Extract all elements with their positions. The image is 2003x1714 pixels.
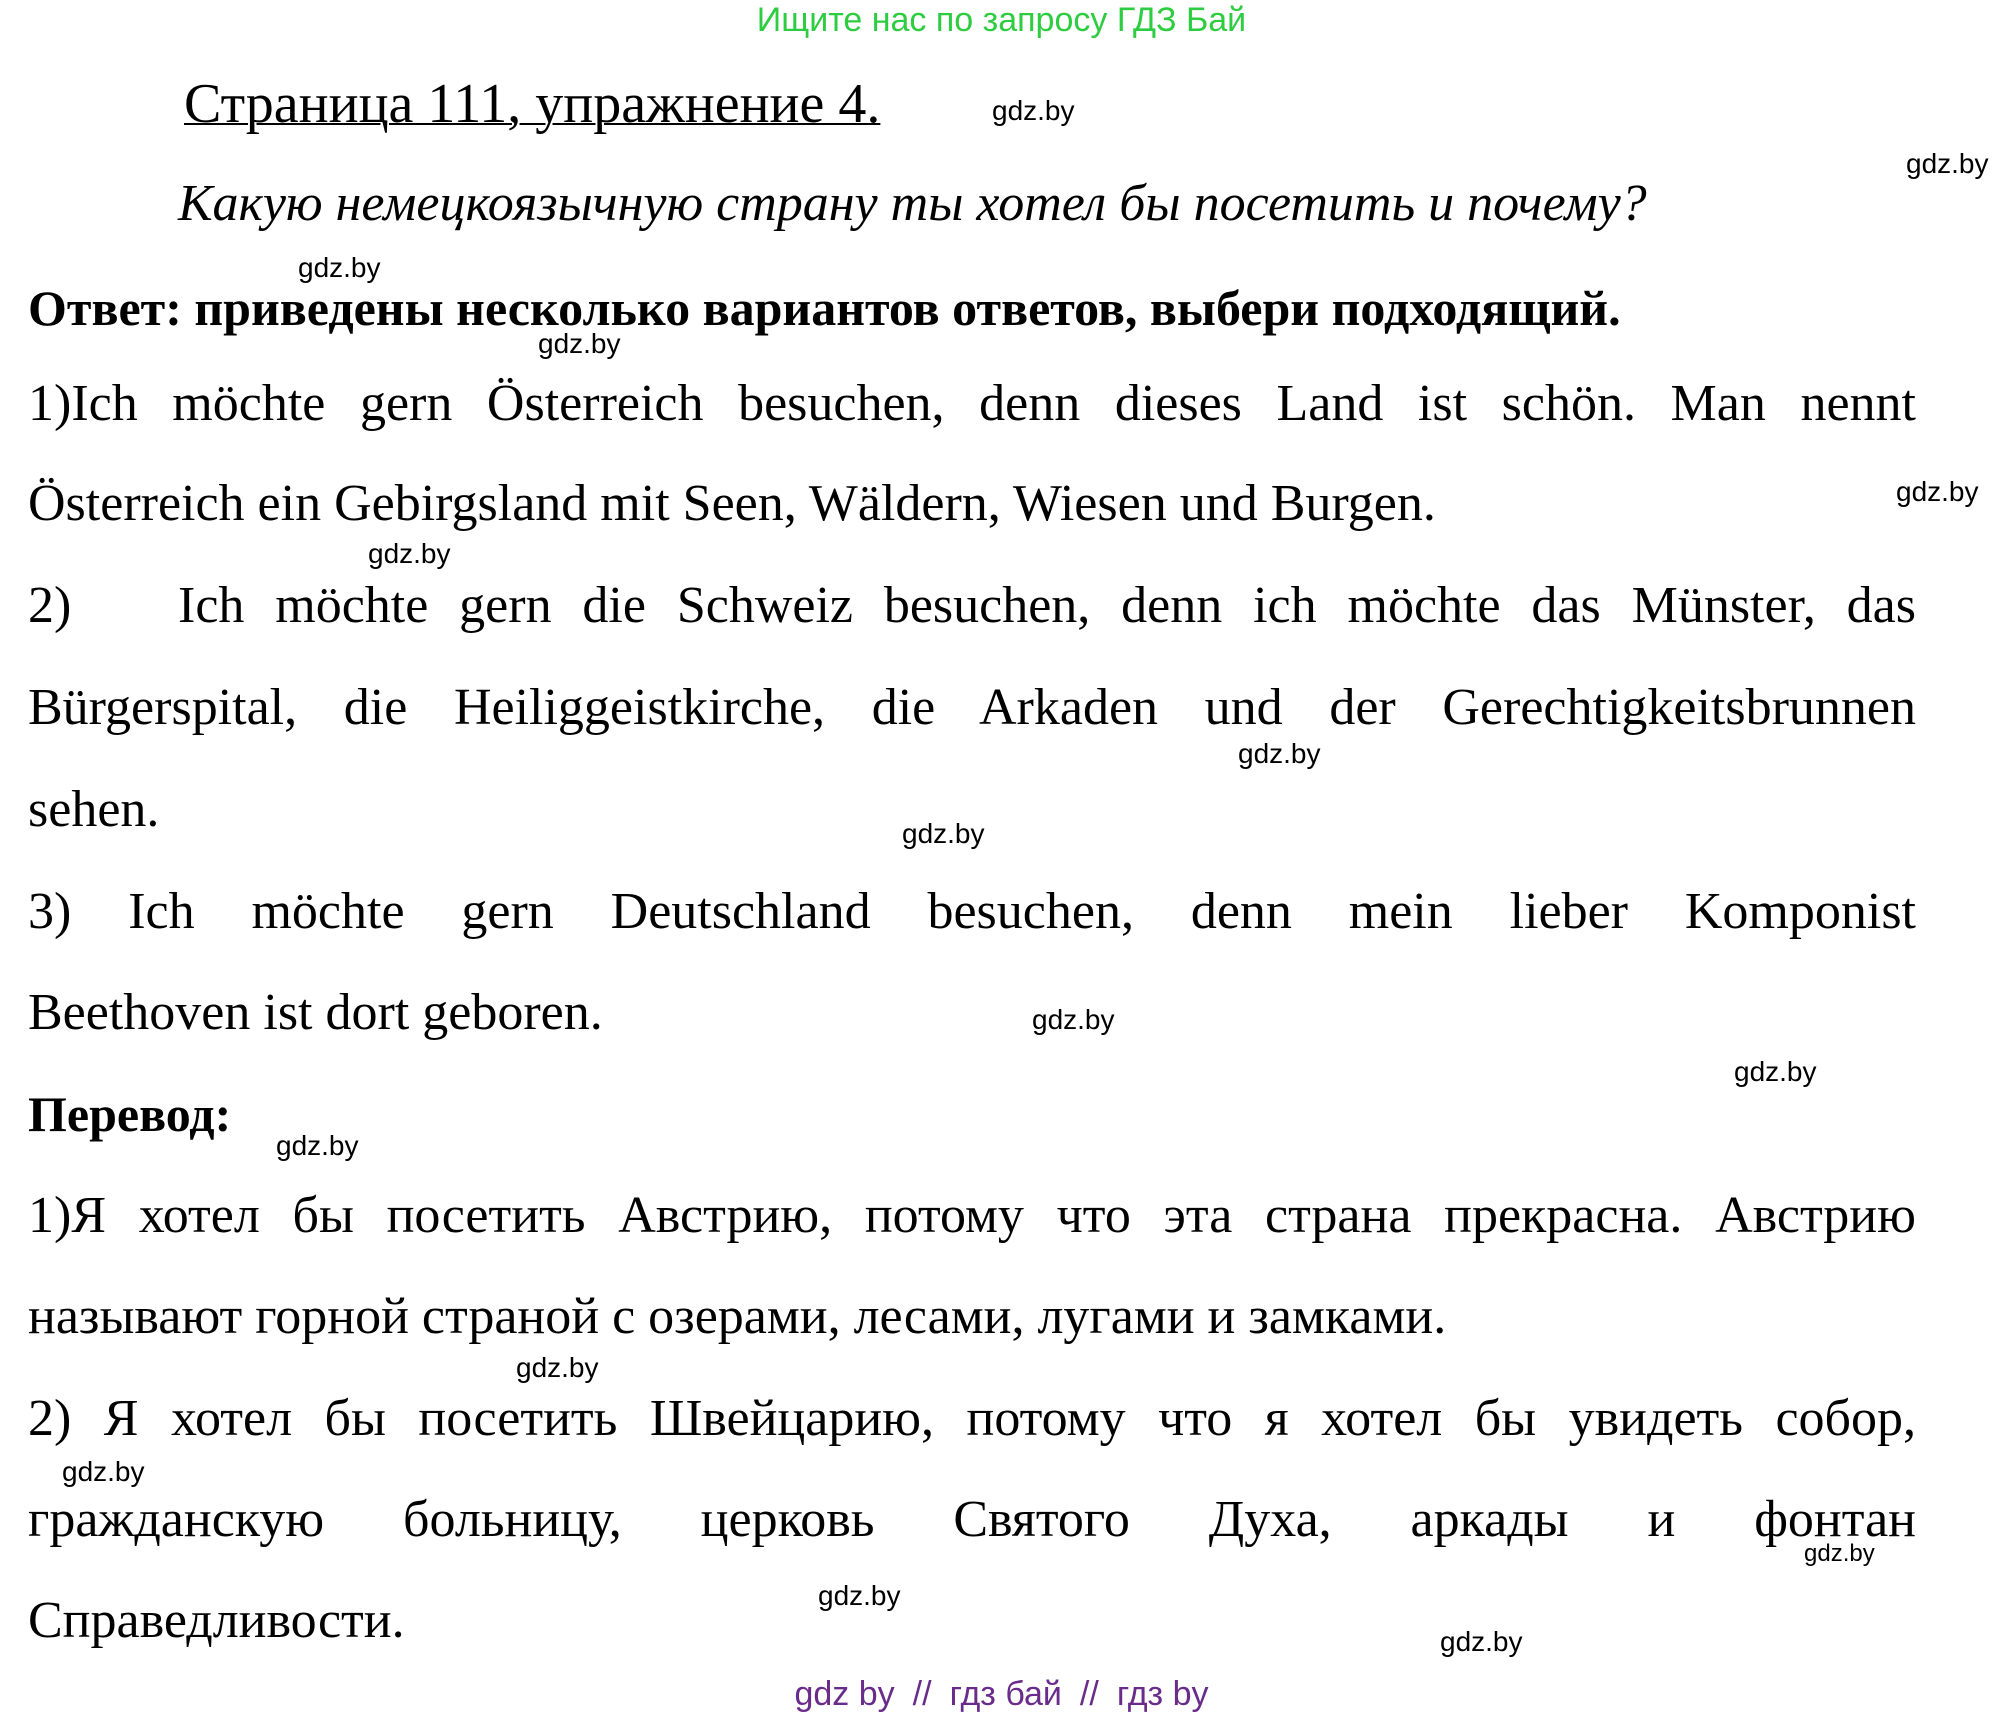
watermark: gdz.by xyxy=(1032,1004,1115,1035)
page-title: Страница 111, упражнение 4. xyxy=(184,73,881,135)
watermark: gdz.by xyxy=(538,328,621,359)
watermark: gdz.by xyxy=(1734,1056,1817,1087)
translation-2-line-1: 2) Я хотел бы посетить Швейцарию, потому что я хотел бы увидеть собор, xyxy=(28,1390,1916,1447)
answer-2-line-3: sehen. xyxy=(28,781,160,838)
watermark: gdz.by xyxy=(368,538,451,569)
watermark: gdz.by xyxy=(1896,476,1979,507)
answer-3-line-1: 3) Ich möchte gern Deutschland besuchen, denn mein lieber Komponist xyxy=(28,883,1916,940)
watermark: gdz.by xyxy=(818,1580,901,1611)
translation-heading: Перевод: xyxy=(28,1086,232,1142)
watermark: gdz.by xyxy=(992,95,1075,126)
answer-2-line-2: Bürgerspital, die Heiliggeistkirche, die Arkaden und der Gerechtigkeitsbrunnen xyxy=(28,679,1916,736)
answer-1-line-2: Österreich ein Gebirgsland mit Seen, Wäldern, Wiesen und Burgen. xyxy=(28,475,1436,532)
answer-1-line-1: 1)Ich möchte gern Österreich besuchen, denn dieses Land ist schön. Man nennt xyxy=(28,375,1916,432)
translation-1-line-2: называют горной страной с озерами, лесами, лугами и замками. xyxy=(28,1288,1447,1345)
answer-3-line-2: Beethoven ist dort geboren. xyxy=(28,984,603,1041)
top-banner: Ищите нас по запросу ГДЗ Бай xyxy=(756,1,1247,39)
translation-1-line-1: 1)Я хотел бы посетить Австрию, потому что эта страна прекрасна. Австрию xyxy=(28,1187,1916,1244)
watermark: gdz.by xyxy=(1804,1540,1875,1567)
watermark: gdz.by xyxy=(62,1456,145,1487)
footer-part-2: гдз бай xyxy=(949,1675,1062,1713)
footer-part-1: gdz by xyxy=(794,1675,895,1713)
watermark: gdz.by xyxy=(298,252,381,283)
exercise-question: Какую немецкоязычную страну ты хотел бы посетить и почему? xyxy=(178,175,1647,232)
watermark: gdz.by xyxy=(276,1130,359,1161)
answer-2-number: 2) xyxy=(28,577,72,634)
watermark: gdz.by xyxy=(1906,148,1989,179)
translation-2-line-2: гражданскую больницу, церковь Святого Духа, аркады и фонтан xyxy=(28,1491,1916,1548)
watermark: gdz.by xyxy=(902,818,985,849)
footer-part-3: гдз by xyxy=(1116,1675,1209,1713)
footer xyxy=(0,1674,2003,1714)
answer-2-line-1: Ich möchte gern die Schweiz besuchen, denn ich möchte das Münster, das xyxy=(178,577,1916,634)
footer-separator: // xyxy=(912,1675,932,1713)
translation-2-line-3: Справедливости. xyxy=(28,1592,405,1649)
watermark: gdz.by xyxy=(1440,1626,1523,1657)
watermark: gdz.by xyxy=(516,1352,599,1383)
watermark: gdz.by xyxy=(1238,738,1321,769)
answer-heading: Ответ: приведены несколько вариантов ответов, выбери подходящий. xyxy=(28,280,1621,336)
footer-separator: // xyxy=(1079,1675,1099,1713)
